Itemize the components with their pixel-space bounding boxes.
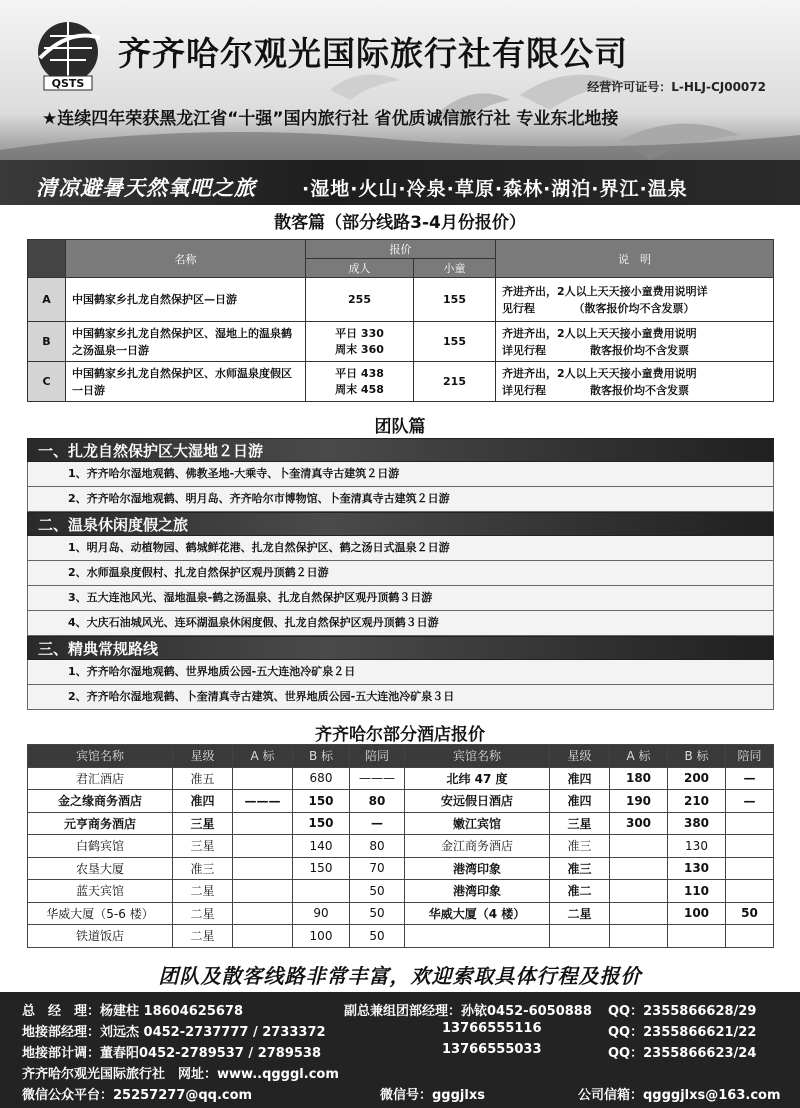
hotel-cell: ———: [233, 790, 293, 813]
col-star: 星级: [173, 745, 233, 768]
hotel-cell: [610, 925, 668, 948]
table-row: [28, 278, 774, 322]
hotel-cell: [726, 835, 774, 858]
hotel-cell: 铁道饭店: [28, 925, 173, 948]
hotel-cell: 君汇酒店: [28, 767, 173, 790]
hotel-cell: [233, 902, 293, 925]
adult-price: 平日 330 周末 360: [306, 322, 414, 362]
hotel-cell: [233, 880, 293, 903]
contact-footer: 总 经 理：杨建柱 18604625678 副总兼组团部经理：孙铱0452-6050888 QQ：2355866628/29 地接部经理：刘远杰 0452-2737777 / 2733372 13766555116 QQ：2355866621/22 地接部计调：董春阳0452-2789537 / 2789538 13766555033 QQ：2355866623/24 齐齐哈尔观光国际旅行社 网址：www..qgggl.com 微信公众平台：25257277@qq.com 微信号：gggjlxs 公司信箱：qgggjlxs@163.com: [0, 992, 800, 1108]
hotel-cell: [293, 880, 350, 903]
group-section-heading: 一、扎龙自然保护区大湿地２日游: [27, 438, 774, 462]
hotel-cell: [726, 880, 774, 903]
hotel-cell: 80: [350, 835, 405, 858]
hotel-cell: 90: [293, 902, 350, 925]
col-b: B 标: [293, 745, 350, 768]
hotel-cell: 二星: [550, 902, 610, 925]
hotel-cell: 准五: [173, 767, 233, 790]
hotel-cell: [610, 902, 668, 925]
hotel-cell: 北纬 47 度: [405, 767, 550, 790]
hotel-cell: [550, 925, 610, 948]
hotel-cell: 50: [726, 902, 774, 925]
hotel-cell: [233, 857, 293, 880]
col-escort: 陪同: [350, 745, 405, 768]
hotel-cell: 准二: [550, 880, 610, 903]
hotel-cell: 80: [350, 790, 405, 813]
hotel-cell: 金之缘商务酒店: [28, 790, 173, 813]
hotel-cell: 港湾印象: [405, 880, 550, 903]
hotel-cell: 安远假日酒店: [405, 790, 550, 813]
hotel-cell: 300: [610, 812, 668, 835]
col-b: B 标: [668, 745, 726, 768]
hotel-cell: [726, 812, 774, 835]
hotel-cell: 白鹤宾馆: [28, 835, 173, 858]
hotel-cell: 蓝天宾馆: [28, 880, 173, 903]
hotel-cell: 三星: [550, 812, 610, 835]
hotel-cell: 二星: [173, 880, 233, 903]
company-logo: [30, 18, 106, 94]
route-name: 中国鹤家乡扎龙自然保护区、湿地上的温泉鹤之汤温泉一日游: [66, 322, 306, 362]
table-row: [28, 925, 774, 948]
child-price: 155: [414, 278, 496, 322]
table-row: [28, 835, 774, 858]
list-item: 2、齐齐哈尔湿地观鹤、卜奎清真寺古建筑、世界地质公园-五大连池冷矿泉３日: [27, 685, 774, 710]
group-routes: [27, 438, 774, 710]
header-name: 名称: [66, 240, 306, 278]
hotel-cell: [726, 925, 774, 948]
hotel-cell: 金江商务酒店: [405, 835, 550, 858]
company-name: 齐齐哈尔观光国际旅行社有限公司: [118, 34, 628, 73]
route-note: 齐进齐出，2人以上天天接小童费用说明 详见行程 散客报价均不含发票: [496, 322, 774, 362]
hotel-cell: 准三: [550, 857, 610, 880]
child-price: 215: [414, 362, 496, 402]
hotel-cell: [233, 925, 293, 948]
row-code: C: [28, 362, 66, 402]
table-row: [28, 362, 774, 402]
hotel-cell: —: [726, 767, 774, 790]
header-note: 说 明: [496, 240, 774, 278]
hotel-cell: 元亨商务酒店: [28, 812, 173, 835]
col-escort: 陪同: [726, 745, 774, 768]
header-adult: 成人: [306, 259, 414, 278]
header-child: 小童: [414, 259, 496, 278]
hotel-cell: [610, 880, 668, 903]
route-name: 中国鹤家乡扎龙自然保护区、水师温泉度假区一日游: [66, 362, 306, 402]
hotel-cell: [233, 767, 293, 790]
hotel-cell: 130: [668, 857, 726, 880]
hotel-cell: [233, 835, 293, 858]
group-section-heading: 三、精典常规路线: [27, 636, 774, 660]
call-to-action: 团队及散客线路非常丰富，欢迎索取具体行程及报价: [158, 964, 642, 988]
col-a: A 标: [233, 745, 293, 768]
retail-price-table: [27, 239, 774, 402]
header-price: 报价: [306, 240, 496, 259]
table-row: [28, 880, 774, 903]
hotel-cell: [610, 857, 668, 880]
route-note: 齐进齐出，2人以上天天接小童费用说明详 见行程 （散客报价均不含发票）: [496, 278, 774, 322]
child-price: 155: [414, 322, 496, 362]
hotel-cell: 华威大厦（5-6 楼）: [28, 902, 173, 925]
adult-price: 255: [306, 278, 414, 322]
hotel-cell: 180: [610, 767, 668, 790]
retail-title: 散客篇（部分线路3-4月份报价）: [274, 213, 526, 233]
hotel-cell: 70: [350, 857, 405, 880]
hotel-cell: 190: [610, 790, 668, 813]
hotel-title: 齐齐哈尔部分酒店报价: [315, 725, 485, 745]
hotel-cell: 50: [350, 925, 405, 948]
hotel-cell: 200: [668, 767, 726, 790]
hotel-cell: [405, 925, 550, 948]
hotel-cell: 华威大厦（4 楼）: [405, 902, 550, 925]
header-banner: [0, 0, 800, 205]
hotel-cell: [726, 857, 774, 880]
list-item: 3、五大连池风光、湿地温泉-鹤之汤温泉、扎龙自然保护区观丹顶鹤３日游: [27, 586, 774, 611]
hotel-cell: 三星: [173, 812, 233, 835]
adult-price: 平日 438 周末 458: [306, 362, 414, 402]
hotel-cell: 准四: [173, 790, 233, 813]
license-number: 经营许可证号：L-HLJ-CJ00072: [587, 80, 766, 94]
list-item: 4、大庆石油城风光、连环湖温泉休闲度假、扎龙自然保护区观丹顶鹤３日游: [27, 611, 774, 636]
hotel-cell: 二星: [173, 925, 233, 948]
hotel-cell: 50: [350, 902, 405, 925]
hotel-cell: 准三: [550, 835, 610, 858]
hotel-cell: 准三: [173, 857, 233, 880]
col-a: A 标: [610, 745, 668, 768]
hotel-cell: [668, 925, 726, 948]
hotel-cell: 680: [293, 767, 350, 790]
hotel-price-table: [27, 744, 774, 948]
route-note: 齐进齐出，2人以上天天接小童费用说明 详见行程 散客报价均不含发票: [496, 362, 774, 402]
group-title: 团队篇: [374, 417, 426, 437]
table-row: [28, 902, 774, 925]
col-hotel: 宾馆名称: [405, 745, 550, 768]
hotel-cell: 港湾印象: [405, 857, 550, 880]
hotel-cell: 380: [668, 812, 726, 835]
hotel-cell: 100: [668, 902, 726, 925]
list-item: 1、齐齐哈尔湿地观鹤、世界地质公园-五大连池冷矿泉２日: [27, 660, 774, 685]
hotel-cell: 准四: [550, 767, 610, 790]
destination-tags: ·湿地·火山·冷泉·草原·森林·湖泊·界江·温泉: [302, 178, 688, 200]
hotel-cell: 三星: [173, 835, 233, 858]
col-star: 星级: [550, 745, 610, 768]
row-code: B: [28, 322, 66, 362]
hotel-cell: 150: [293, 857, 350, 880]
hotel-cell: —: [726, 790, 774, 813]
hotel-cell: 准四: [550, 790, 610, 813]
hotel-cell: 农垦大厦: [28, 857, 173, 880]
list-item: 1、明月岛、动植物园、鹤城鲜花港、扎龙自然保护区、鹤之汤日式温泉２日游: [27, 536, 774, 561]
list-item: 1、齐齐哈尔湿地观鹤、佛教圣地-大乘寺、卜奎清真寺古建筑２日游: [27, 462, 774, 487]
logo-text: QSTS: [51, 77, 85, 90]
hotel-cell: 二星: [173, 902, 233, 925]
hotel-cell: 150: [293, 790, 350, 813]
hotel-cell: 130: [668, 835, 726, 858]
hotel-cell: [233, 812, 293, 835]
hotel-cell: 110: [668, 880, 726, 903]
hotel-cell: 150: [293, 812, 350, 835]
hotel-cell: ———: [350, 767, 405, 790]
hotel-cell: 50: [350, 880, 405, 903]
group-section-heading: 二、温泉休闲度假之旅: [27, 512, 774, 536]
table-row: [28, 322, 774, 362]
list-item: 2、齐齐哈尔湿地观鹤、明月岛、齐齐哈尔市博物馆、卜奎清真寺古建筑２日游: [27, 487, 774, 512]
table-row: [28, 790, 774, 813]
route-name: 中国鹤家乡扎龙自然保护区—日游: [66, 278, 306, 322]
table-row: [28, 767, 774, 790]
slogan: 清凉避暑天然氧吧之旅: [36, 175, 256, 200]
table-row: [28, 812, 774, 835]
hotel-cell: —: [350, 812, 405, 835]
hotel-cell: [610, 835, 668, 858]
hotel-cell: 140: [293, 835, 350, 858]
honor-line: ★连续四年荣获黑龙江省“十强”国内旅行社 省优质诚信旅行社 专业东北地接: [42, 109, 619, 129]
col-hotel: 宾馆名称: [28, 745, 173, 768]
hotel-cell: 嫩江宾馆: [405, 812, 550, 835]
hotel-cell: 100: [293, 925, 350, 948]
row-code: A: [28, 278, 66, 322]
list-item: 2、水师温泉度假村、扎龙自然保护区观丹顶鹤２日游: [27, 561, 774, 586]
table-row: [28, 857, 774, 880]
hotel-cell: 210: [668, 790, 726, 813]
